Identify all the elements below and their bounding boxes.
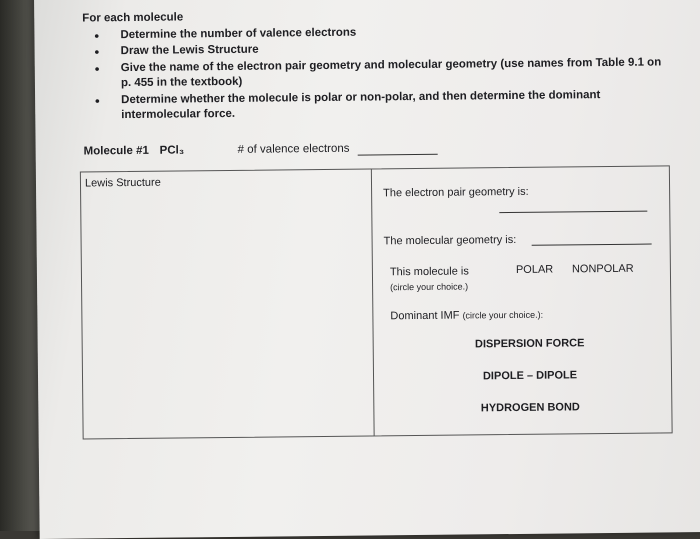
geometry-panel <box>373 166 672 435</box>
circle-choice-note: (circle your choice.) <box>390 281 469 293</box>
lewis-structure-label: Lewis Structure <box>84 176 161 190</box>
imf-option-hydrogen-bond[interactable]: HYDROGEN BOND <box>480 401 580 415</box>
instruction-item: • Determine whether the molecule is polar or non-polar, and then determine the dominant intermolecular force. <box>121 87 673 124</box>
molecular-geometry-blank[interactable] <box>532 244 652 246</box>
dominant-imf-text: Dominant IMF <box>390 309 460 323</box>
valence-electrons-label: # of valence electrons <box>237 142 350 156</box>
dominant-imf-label <box>390 309 543 323</box>
instructions-heading: For each molecule <box>82 11 184 25</box>
answer-box <box>80 165 673 439</box>
electron-pair-geometry-label: The electron pair geometry is: <box>383 185 529 200</box>
worksheet-page <box>34 0 700 539</box>
polarity-label: This molecule is <box>389 265 469 279</box>
nonpolar-option[interactable]: NONPOLAR <box>571 262 634 276</box>
electron-pair-geometry-blank[interactable] <box>499 211 647 214</box>
valence-electrons-blank[interactable] <box>358 154 438 156</box>
instruction-item: • Give the name of the electron pair geometry and molecular geometry (use names from Table 9.1 on p. 455 in the textbook) <box>121 55 673 92</box>
instructions <box>82 5 673 125</box>
molecular-geometry-label: The molecular geometry is: <box>383 233 517 248</box>
molecule-formula: PCl₃ <box>159 144 185 157</box>
instructions-list <box>82 22 673 124</box>
dominant-imf-note: (circle your choice.): <box>462 309 544 321</box>
instruction-item: • Determine the number of valence electrons <box>120 22 672 43</box>
instruction-item: • Draw the Lewis Structure <box>121 38 673 59</box>
molecule-header <box>84 142 444 162</box>
molecule-number: Molecule #1 <box>83 144 149 158</box>
polar-option[interactable]: POLAR <box>515 263 554 276</box>
imf-option-dipole-dipole[interactable]: DIPOLE – DIPOLE <box>482 369 578 383</box>
imf-option-dispersion[interactable]: DISPERSION FORCE <box>474 337 585 351</box>
